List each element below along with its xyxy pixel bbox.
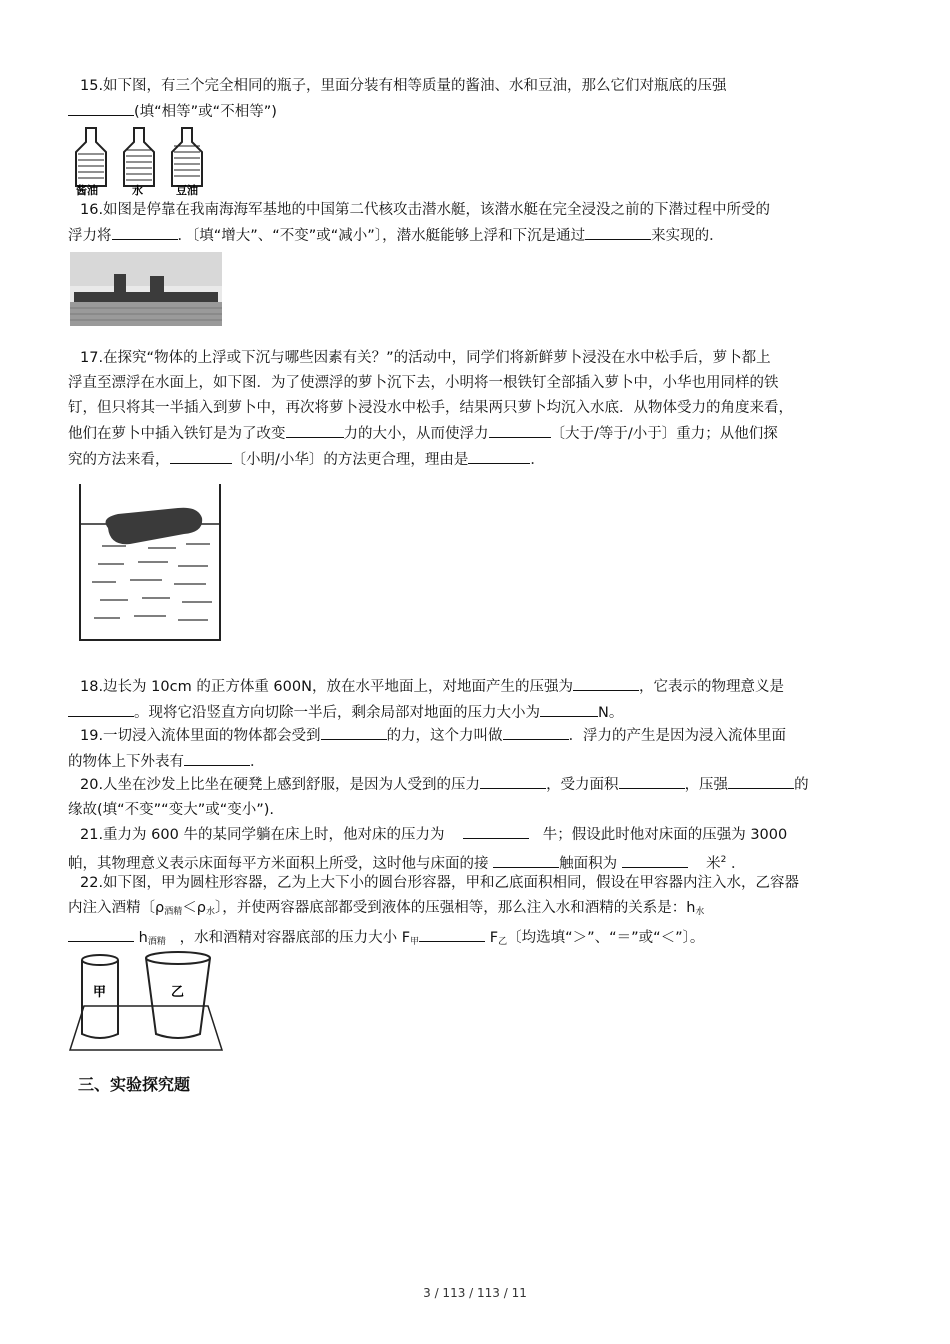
- q18-line2: 。现将它沿竖直方向切除一半后，剩余局部对地面的压力大小为 N。: [68, 700, 888, 726]
- question-17: [68, 346, 888, 473]
- answer-blank[interactable]: [112, 223, 178, 240]
- answer-blank[interactable]: [68, 925, 134, 942]
- answer-blank[interactable]: [503, 723, 569, 740]
- answer-blank[interactable]: [184, 749, 250, 766]
- answer-blank[interactable]: [419, 925, 485, 942]
- answer-blank[interactable]: [728, 772, 794, 789]
- answer-blank[interactable]: [493, 851, 559, 868]
- bottle-water: [124, 128, 154, 186]
- bottles-figure: [72, 124, 218, 196]
- q19-line1: 19.一切浸入流体里面的物体都会受到 的力，这个力叫做 ．浮力的产生是因为浸入流体里面: [68, 723, 888, 749]
- answer-blank[interactable]: [622, 851, 688, 868]
- bottle-oil: [172, 128, 202, 186]
- section-heading: 三、实验探究题: [78, 1075, 191, 1094]
- fig-label-yi: 乙: [171, 985, 185, 1000]
- q21-line1: 21.重力为 600 牛的某同学躺在床上时，他对床的压力为 牛；假设此时他对床面的压强为 3000: [68, 822, 888, 848]
- answer-blank[interactable]: [468, 447, 530, 464]
- q20-line2: 缘故(填“不变”“变大”或“变小”).: [68, 802, 274, 818]
- q17-line4: 他们在萝卜中插入铁钉是为了改变 力的大小，从而使浮力 〔大于/等于/小于〕重力；从他们探: [68, 421, 888, 447]
- fig-label-soy: 酱油: [76, 184, 98, 196]
- q20-line1: 20.人坐在沙发上比坐在硬凳上感到舒服，是因为人受到的压力 ，受力面积 ，压强 的: [68, 772, 888, 798]
- answer-blank[interactable]: [170, 447, 232, 464]
- answer-blank[interactable]: [540, 700, 598, 717]
- q15-line1: 15.如下图，有三个完全相同的瓶子，里面分装有相等质量的酱油、水和豆油，那么它们对瓶底的压强: [80, 78, 727, 94]
- q17-line2: 浮直至漂浮在水面上，如下图．为了使漂浮的萝卜沉下去，小明将一根铁钉全部插入萝卜中，小华也用同样的铁: [68, 375, 779, 391]
- radish-beaker-figure: [78, 484, 224, 642]
- answer-blank[interactable]: [68, 99, 134, 116]
- q17-line5: 究的方法来看， 〔小明/小华〕的方法更合理，理由是 ．: [68, 447, 888, 473]
- table-surface: [70, 1006, 222, 1050]
- answer-blank[interactable]: [286, 421, 344, 438]
- q18-line1: 18.边长为 10cm 的正方体重 600N，放在水平地面上，对地面产生的压强为 ，它表示的物理意义是: [68, 674, 888, 700]
- page-number: 3 / 113 / 113 / 11: [423, 1286, 527, 1300]
- answer-blank[interactable]: [573, 674, 639, 691]
- question-19: [68, 723, 888, 775]
- answer-blank[interactable]: [68, 700, 134, 717]
- fig-label-water: 水: [132, 184, 143, 196]
- q22-line1: 22.如下图，甲为圆柱形容器，乙为上大下小的圆台形容器，甲和乙底面积相同，假设在甲容器内注入水，乙容器: [80, 875, 800, 891]
- bottle-soy-sauce: [76, 128, 106, 186]
- containers-figure: [68, 946, 224, 1056]
- q22-line3: $h_{酒精}$ ，水和酒精对容器底部的压力大小 $F_甲$ $F_乙$〔均选填“＞”、“＝”或“＜”〕。: [68, 925, 888, 955]
- answer-blank[interactable]: [585, 223, 651, 240]
- question-20: [68, 772, 888, 823]
- radish: [106, 508, 203, 544]
- answer-blank[interactable]: [480, 772, 546, 789]
- answer-blank[interactable]: [321, 723, 387, 740]
- question-18: [68, 674, 888, 726]
- submarine-photo: [70, 252, 222, 326]
- q16-line2: 浮力将 ．〔填“增大”、“不变”或“减小”〕，潜水艇能够上浮和下沉是通过 来实现的．: [68, 223, 888, 249]
- question-21: [68, 822, 888, 877]
- question-22: [68, 871, 888, 955]
- q15-line2: (填“相等”或“不相等”): [68, 99, 888, 125]
- q16-line1: 16.如图是停靠在我南海海军基地的中国第二代核攻击潜水艇，该潜水艇在完全浸没之前的下潜过程中所受的: [80, 202, 771, 218]
- q22-line2: 内注入酒精〔$\rho_{酒精}<\rho_水$〕，并使两容器底部都受到液体的压强相等，那么注入水和酒精的关系是：$h_水$: [68, 900, 705, 917]
- answer-blank[interactable]: [489, 421, 551, 438]
- question-16: [68, 198, 888, 249]
- answer-blank[interactable]: [619, 772, 685, 789]
- fig-label-oil: 豆油: [176, 184, 198, 196]
- fig-label-jia: 甲: [93, 985, 107, 1000]
- q17-line1: 17.在探究“物体的上浮或下沉与哪些因素有关？”的活动中，同学们将新鲜萝卜浸没在水中松手后，萝卜都上: [80, 350, 771, 366]
- q19-line2: 的物体上下外表有 ．: [68, 749, 888, 775]
- q17-line3: 钉，但只将其一半插入到萝卜中，再次将萝卜浸没水中松手，结果两只萝卜均沉入水底．从物体受力的角度来看，: [68, 400, 793, 416]
- question-15: [68, 74, 888, 125]
- answer-blank[interactable]: [463, 822, 529, 839]
- q21-line2: 帕，其物理意义表示床面每平方米面积上所受，这时他与床面的接 触面积为 米$^2$ ．: [68, 848, 888, 877]
